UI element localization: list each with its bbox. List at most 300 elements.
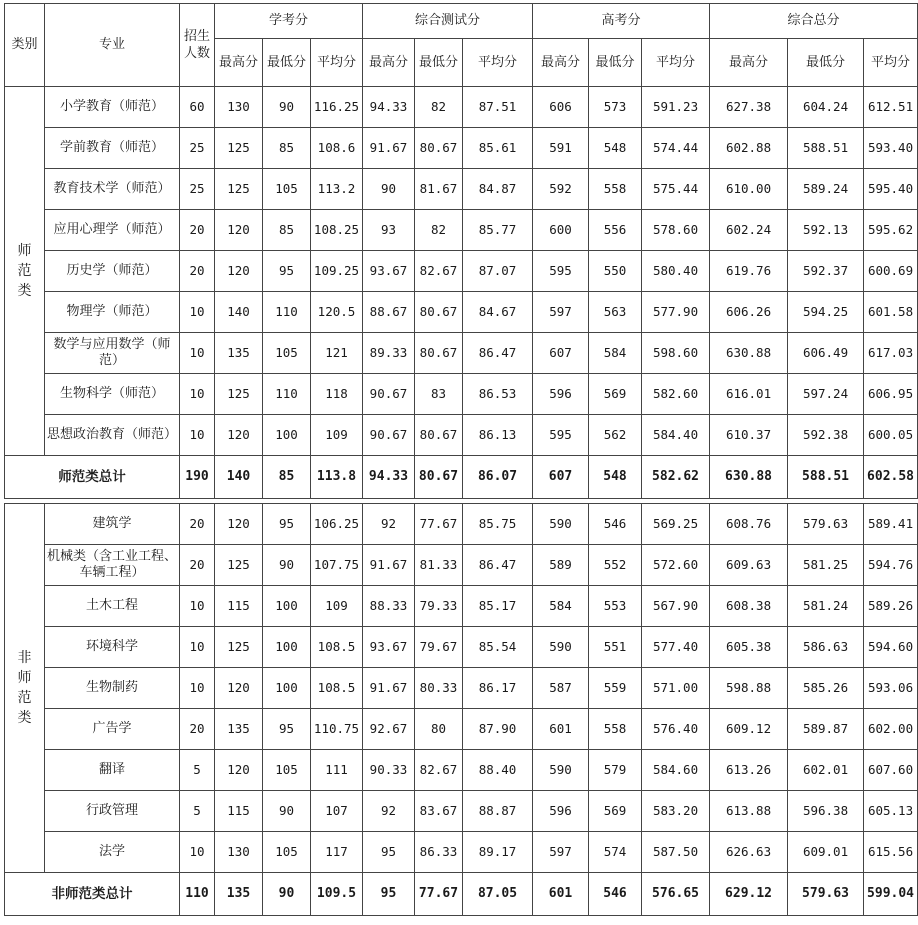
score-cell: 551 (589, 627, 642, 668)
total-score-cell: 599.04 (864, 873, 918, 916)
header-min: 最低分 (589, 39, 642, 87)
major-cell: 应用心理学（师范） (45, 210, 180, 251)
score-cell: 83.67 (415, 791, 463, 832)
score-cell: 592 (533, 169, 589, 210)
score-cell: 120 (215, 251, 263, 292)
score-cell: 576.40 (642, 709, 710, 750)
category-cell (5, 87, 45, 456)
score-cell: 93.67 (363, 251, 415, 292)
table-row (5, 292, 918, 333)
table-row (5, 87, 918, 128)
score-cell: 125 (215, 169, 263, 210)
table-row (5, 333, 918, 374)
score-cell: 582.60 (642, 374, 710, 415)
score-cell: 596 (533, 791, 589, 832)
score-cell: 556 (589, 210, 642, 251)
score-cell: 95 (263, 504, 311, 545)
header-avg: 平均分 (463, 39, 533, 87)
score-cell: 590 (533, 750, 589, 791)
major-cell: 土木工程 (45, 586, 180, 627)
score-cell: 135 (215, 709, 263, 750)
total-score-cell: 80.67 (415, 456, 463, 499)
score-cell: 115 (215, 791, 263, 832)
total-score-cell: 109.5 (311, 873, 363, 916)
score-cell: 85.61 (463, 128, 533, 169)
enroll-cell: 10 (180, 292, 215, 333)
score-cell: 610.00 (710, 169, 788, 210)
score-cell: 550 (589, 251, 642, 292)
score-cell: 100 (263, 627, 311, 668)
score-cell: 595.62 (864, 210, 918, 251)
score-cell: 95 (263, 251, 311, 292)
score-cell: 602.88 (710, 128, 788, 169)
score-cell: 569.25 (642, 504, 710, 545)
major-cell: 行政管理 (45, 791, 180, 832)
score-cell: 120 (215, 668, 263, 709)
score-cell: 105 (263, 333, 311, 374)
score-cell: 600.05 (864, 415, 918, 456)
score-cell: 110.75 (311, 709, 363, 750)
score-cell: 80.67 (415, 128, 463, 169)
score-cell: 108.5 (311, 627, 363, 668)
enroll-cell: 20 (180, 210, 215, 251)
enroll-cell: 10 (180, 415, 215, 456)
score-cell: 594.60 (864, 627, 918, 668)
score-cell: 593.06 (864, 668, 918, 709)
score-cell: 80.67 (415, 333, 463, 374)
header-enroll: 招生人数 (180, 4, 215, 87)
score-cell: 587.50 (642, 832, 710, 873)
enroll-cell: 10 (180, 333, 215, 374)
score-cell: 617.03 (864, 333, 918, 374)
total-score-cell: 548 (589, 456, 642, 499)
total-score-cell: 576.65 (642, 873, 710, 916)
score-cell: 82 (415, 87, 463, 128)
enroll-cell: 10 (180, 627, 215, 668)
enroll-cell: 20 (180, 709, 215, 750)
header-row-groups (5, 4, 918, 39)
score-cell: 88.33 (363, 586, 415, 627)
score-cell: 108.25 (311, 210, 363, 251)
table-row (5, 627, 918, 668)
table-row (5, 545, 918, 586)
header-group-total: 综合总分 (710, 4, 918, 39)
score-cell: 567.90 (642, 586, 710, 627)
score-cell: 546 (589, 504, 642, 545)
table-row (5, 374, 918, 415)
score-cell: 571.00 (642, 668, 710, 709)
category-cell (5, 504, 45, 873)
score-cell: 596.38 (788, 791, 864, 832)
score-cell: 605.38 (710, 627, 788, 668)
score-cell: 80.67 (415, 292, 463, 333)
score-cell: 610.37 (710, 415, 788, 456)
score-cell: 606.95 (864, 374, 918, 415)
enroll-cell: 10 (180, 374, 215, 415)
score-cell: 90 (263, 545, 311, 586)
score-cell: 130 (215, 832, 263, 873)
total-score-cell: 629.12 (710, 873, 788, 916)
header-max: 最高分 (363, 39, 415, 87)
score-cell: 88.87 (463, 791, 533, 832)
score-cell: 117 (311, 832, 363, 873)
category-char: 师 (17, 243, 32, 259)
table-row (5, 750, 918, 791)
score-cell: 630.88 (710, 333, 788, 374)
score-cell: 591 (533, 128, 589, 169)
enroll-cell: 5 (180, 750, 215, 791)
total-score-cell: 77.67 (415, 873, 463, 916)
total-score-cell: 601 (533, 873, 589, 916)
score-cell: 90 (263, 791, 311, 832)
score-cell: 86.33 (415, 832, 463, 873)
header-max: 最高分 (215, 39, 263, 87)
score-cell: 583.20 (642, 791, 710, 832)
header-max: 最高分 (710, 39, 788, 87)
score-cell: 105 (263, 750, 311, 791)
table-row (5, 415, 918, 456)
total-score-cell: 630.88 (710, 456, 788, 499)
total-score-cell: 607 (533, 456, 589, 499)
score-cell: 600.69 (864, 251, 918, 292)
score-cell: 581.25 (788, 545, 864, 586)
score-cell: 90.67 (363, 415, 415, 456)
table-row (5, 504, 918, 545)
score-cell: 584.60 (642, 750, 710, 791)
major-cell: 历史学（师范） (45, 251, 180, 292)
enroll-cell: 5 (180, 791, 215, 832)
score-cell: 548 (589, 128, 642, 169)
score-cell: 86.47 (463, 333, 533, 374)
header-avg: 平均分 (311, 39, 363, 87)
major-cell: 学前教育（师范） (45, 128, 180, 169)
total-score-cell: 602.58 (864, 456, 918, 499)
score-cell: 87.51 (463, 87, 533, 128)
total-score-cell: 85 (263, 456, 311, 499)
score-cell: 588.51 (788, 128, 864, 169)
score-cell: 90.67 (363, 374, 415, 415)
score-cell: 108.6 (311, 128, 363, 169)
category-char: 范 (17, 263, 32, 279)
enroll-cell: 25 (180, 128, 215, 169)
score-cell: 584 (589, 333, 642, 374)
total-row (5, 456, 918, 499)
table-body (5, 87, 918, 916)
score-cell: 552 (589, 545, 642, 586)
score-cell: 589.41 (864, 504, 918, 545)
score-cell: 81.33 (415, 545, 463, 586)
total-score-cell: 86.07 (463, 456, 533, 499)
score-cell: 578.60 (642, 210, 710, 251)
category-char: 非 (17, 650, 32, 666)
table-row (5, 668, 918, 709)
score-cell: 82.67 (415, 251, 463, 292)
total-row (5, 873, 918, 916)
score-cell: 559 (589, 668, 642, 709)
score-cell: 577.90 (642, 292, 710, 333)
table-row (5, 128, 918, 169)
score-cell: 572.60 (642, 545, 710, 586)
score-cell: 595 (533, 415, 589, 456)
score-cell: 120 (215, 415, 263, 456)
score-cell: 120.5 (311, 292, 363, 333)
score-cell: 574.44 (642, 128, 710, 169)
score-cell: 598.88 (710, 668, 788, 709)
total-label: 非师范类总计 (5, 873, 180, 916)
score-cell: 608.38 (710, 586, 788, 627)
header-avg: 平均分 (864, 39, 918, 87)
header-max: 最高分 (533, 39, 589, 87)
score-cell: 592.38 (788, 415, 864, 456)
score-cell: 100 (263, 415, 311, 456)
total-score-cell: 90 (263, 873, 311, 916)
score-cell: 90 (363, 169, 415, 210)
total-score-cell: 140 (215, 456, 263, 499)
major-cell: 生物制药 (45, 668, 180, 709)
score-cell: 100 (263, 586, 311, 627)
score-cell: 85.77 (463, 210, 533, 251)
score-cell: 590 (533, 504, 589, 545)
major-cell: 广告学 (45, 709, 180, 750)
score-cell: 85.75 (463, 504, 533, 545)
header-min: 最低分 (415, 39, 463, 87)
score-cell: 594.25 (788, 292, 864, 333)
enroll-cell: 10 (180, 668, 215, 709)
score-cell: 606.26 (710, 292, 788, 333)
header-min: 最低分 (263, 39, 311, 87)
score-cell: 580.40 (642, 251, 710, 292)
score-cell: 595.40 (864, 169, 918, 210)
score-cell: 87.90 (463, 709, 533, 750)
score-cell: 92.67 (363, 709, 415, 750)
header-group-comprehensive-test: 综合测试分 (363, 4, 533, 39)
header-min: 最低分 (788, 39, 864, 87)
major-cell: 环境科学 (45, 627, 180, 668)
enroll-cell: 25 (180, 169, 215, 210)
major-cell: 物理学（师范） (45, 292, 180, 333)
score-cell: 84.87 (463, 169, 533, 210)
score-cell: 86.47 (463, 545, 533, 586)
category-char: 类 (17, 710, 32, 726)
total-score-cell: 546 (589, 873, 642, 916)
enroll-cell: 20 (180, 251, 215, 292)
score-cell: 591.23 (642, 87, 710, 128)
score-cell: 92 (363, 791, 415, 832)
score-cell: 616.01 (710, 374, 788, 415)
total-score-cell: 582.62 (642, 456, 710, 499)
score-cell: 569 (589, 791, 642, 832)
table-row (5, 586, 918, 627)
score-cell: 589 (533, 545, 589, 586)
major-cell: 小学教育（师范） (45, 87, 180, 128)
table-row (5, 251, 918, 292)
score-cell: 90 (263, 87, 311, 128)
enroll-cell: 20 (180, 545, 215, 586)
score-cell: 100 (263, 668, 311, 709)
score-cell: 585.26 (788, 668, 864, 709)
score-cell: 82 (415, 210, 463, 251)
score-cell: 602.24 (710, 210, 788, 251)
score-cell: 601 (533, 709, 589, 750)
score-cell: 83 (415, 374, 463, 415)
score-cell: 120 (215, 504, 263, 545)
score-cell: 613.26 (710, 750, 788, 791)
score-cell: 595 (533, 251, 589, 292)
major-cell: 法学 (45, 832, 180, 873)
score-cell: 95 (263, 709, 311, 750)
score-cell: 579 (589, 750, 642, 791)
score-cell: 86.13 (463, 415, 533, 456)
enroll-cell: 60 (180, 87, 215, 128)
category-char: 类 (17, 283, 32, 299)
score-cell: 109.25 (311, 251, 363, 292)
score-cell: 597 (533, 292, 589, 333)
score-cell: 121 (311, 333, 363, 374)
score-cell: 105 (263, 832, 311, 873)
score-cell: 135 (215, 333, 263, 374)
score-cell: 81.67 (415, 169, 463, 210)
category-char: 师 (17, 670, 32, 686)
header-major: 专业 (45, 4, 180, 87)
enroll-cell: 20 (180, 504, 215, 545)
score-cell: 118 (311, 374, 363, 415)
score-cell: 626.63 (710, 832, 788, 873)
score-cell: 109 (311, 586, 363, 627)
score-cell: 589.26 (864, 586, 918, 627)
table-row (5, 709, 918, 750)
score-cell: 93.67 (363, 627, 415, 668)
score-cell: 553 (589, 586, 642, 627)
score-cell: 130 (215, 87, 263, 128)
major-cell: 建筑学 (45, 504, 180, 545)
score-cell: 91.67 (363, 128, 415, 169)
score-cell: 110 (263, 374, 311, 415)
score-cell: 80 (415, 709, 463, 750)
score-cell: 558 (589, 709, 642, 750)
score-cell: 597 (533, 832, 589, 873)
score-cell: 612.51 (864, 87, 918, 128)
enroll-cell: 10 (180, 586, 215, 627)
score-cell: 563 (589, 292, 642, 333)
score-cell: 597.24 (788, 374, 864, 415)
header-group-xuekao: 学考分 (215, 4, 363, 39)
score-cell: 604.24 (788, 87, 864, 128)
score-cell: 87.07 (463, 251, 533, 292)
score-cell: 602.01 (788, 750, 864, 791)
score-cell: 91.67 (363, 668, 415, 709)
category-char: 范 (17, 690, 32, 706)
score-cell: 609.01 (788, 832, 864, 873)
score-cell: 106.25 (311, 504, 363, 545)
score-cell: 587 (533, 668, 589, 709)
score-cell: 89.17 (463, 832, 533, 873)
total-enroll-cell: 110 (180, 873, 215, 916)
score-cell: 85 (263, 210, 311, 251)
score-cell: 602.00 (864, 709, 918, 750)
score-cell: 579.63 (788, 504, 864, 545)
score-cell: 115 (215, 586, 263, 627)
score-cell: 91.67 (363, 545, 415, 586)
score-cell: 574 (589, 832, 642, 873)
score-table (4, 3, 918, 916)
total-score-cell: 87.05 (463, 873, 533, 916)
score-cell: 86.53 (463, 374, 533, 415)
total-score-cell: 588.51 (788, 456, 864, 499)
score-cell: 615.56 (864, 832, 918, 873)
score-cell: 584.40 (642, 415, 710, 456)
score-cell: 120 (215, 210, 263, 251)
score-cell: 590 (533, 627, 589, 668)
score-cell: 613.88 (710, 791, 788, 832)
score-cell: 94.33 (363, 87, 415, 128)
score-cell: 592.13 (788, 210, 864, 251)
score-cell: 107.75 (311, 545, 363, 586)
major-cell: 机械类（含工业工程、车辆工程） (45, 545, 180, 586)
table-row (5, 791, 918, 832)
score-cell: 125 (215, 545, 263, 586)
score-cell: 589.24 (788, 169, 864, 210)
score-cell: 140 (215, 292, 263, 333)
score-cell: 109 (311, 415, 363, 456)
score-cell: 88.67 (363, 292, 415, 333)
score-cell: 600 (533, 210, 589, 251)
score-cell: 86.17 (463, 668, 533, 709)
table-row (5, 169, 918, 210)
score-cell: 111 (311, 750, 363, 791)
score-cell: 584 (533, 586, 589, 627)
score-cell: 619.76 (710, 251, 788, 292)
score-cell: 108.5 (311, 668, 363, 709)
score-cell: 609.12 (710, 709, 788, 750)
score-cell: 125 (215, 128, 263, 169)
score-cell: 110 (263, 292, 311, 333)
score-cell: 116.25 (311, 87, 363, 128)
score-cell: 79.67 (415, 627, 463, 668)
score-cell: 586.63 (788, 627, 864, 668)
total-label: 师范类总计 (5, 456, 180, 499)
score-cell: 607 (533, 333, 589, 374)
major-cell: 翻译 (45, 750, 180, 791)
major-cell: 生物科学（师范） (45, 374, 180, 415)
score-cell: 107 (311, 791, 363, 832)
score-cell: 125 (215, 374, 263, 415)
score-cell: 594.76 (864, 545, 918, 586)
header-avg: 平均分 (642, 39, 710, 87)
score-cell: 589.87 (788, 709, 864, 750)
score-cell: 120 (215, 750, 263, 791)
score-cell: 581.24 (788, 586, 864, 627)
score-cell: 558 (589, 169, 642, 210)
score-cell: 79.33 (415, 586, 463, 627)
score-cell: 80.33 (415, 668, 463, 709)
major-cell: 思想政治教育（师范） (45, 415, 180, 456)
major-cell: 数学与应用数学（师范） (45, 333, 180, 374)
score-cell: 605.13 (864, 791, 918, 832)
score-cell: 85 (263, 128, 311, 169)
score-cell: 596 (533, 374, 589, 415)
score-cell: 88.40 (463, 750, 533, 791)
total-enroll-cell: 190 (180, 456, 215, 499)
score-cell: 609.63 (710, 545, 788, 586)
score-cell: 608.76 (710, 504, 788, 545)
score-cell: 598.60 (642, 333, 710, 374)
score-cell: 627.38 (710, 87, 788, 128)
score-cell: 601.58 (864, 292, 918, 333)
header-group-gaokao: 高考分 (533, 4, 710, 39)
score-cell: 113.2 (311, 169, 363, 210)
table-row (5, 210, 918, 251)
score-cell: 95 (363, 832, 415, 873)
